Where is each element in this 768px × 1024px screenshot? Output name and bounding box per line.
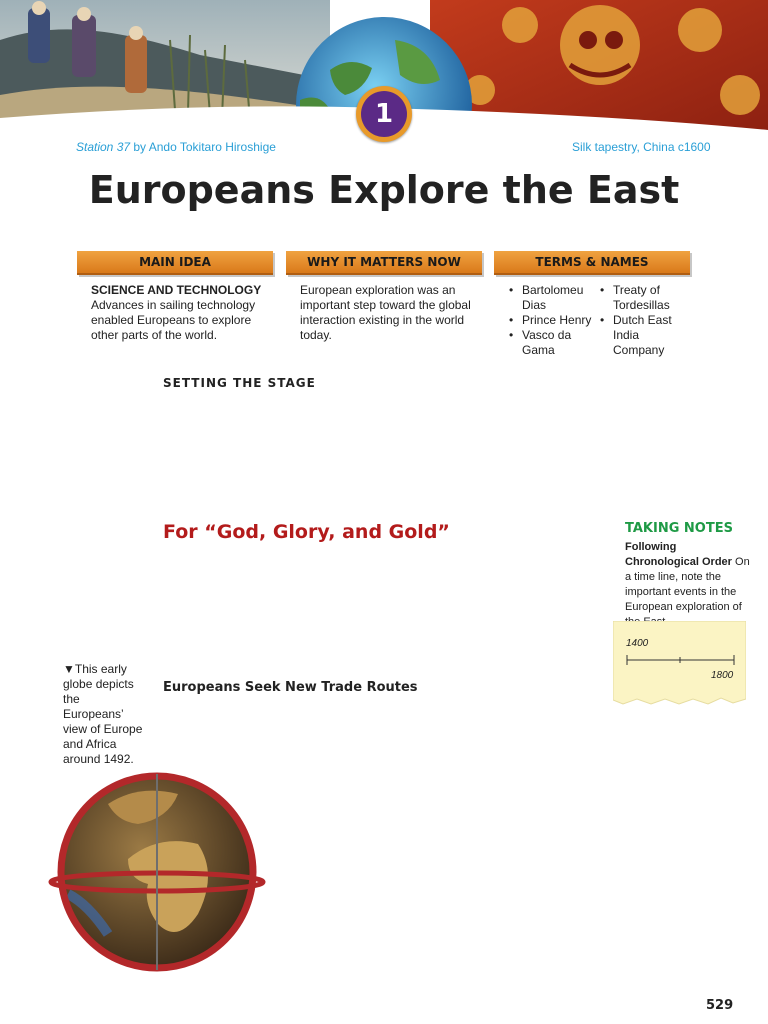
timeline-end-label: 1800 bbox=[711, 670, 734, 681]
taking-notes-skill: Following Chronological Order bbox=[625, 541, 732, 568]
timeline-start-label: 1400 bbox=[626, 638, 649, 649]
main-idea-kicker: SCIENCE AND TECHNOLOGY bbox=[91, 283, 262, 297]
main-idea-header: MAIN IDEA bbox=[77, 251, 273, 275]
taking-notes-title: TAKING NOTES bbox=[625, 521, 733, 536]
why-it-matters-text: European exploration was an important step toward the global interaction existing in the world today. bbox=[300, 283, 471, 342]
subheading: Europeans Seek New Trade Routes bbox=[163, 680, 418, 695]
globe-caption: ▼This early globe depicts the Europeans’ view of Europe and Africa around 1492. bbox=[63, 662, 143, 766]
terms-list-a bbox=[509, 283, 599, 358]
caption-left-title: Station 37 bbox=[76, 140, 131, 154]
why-it-matters-header: WHY IT MATTERS NOW bbox=[286, 251, 482, 275]
term-item: • Vasco da Gama bbox=[509, 328, 599, 358]
caption-right: Silk tapestry, China c1600 bbox=[572, 140, 711, 154]
terms-names-header: TERMS & NAMES bbox=[494, 251, 690, 275]
terms-list-b bbox=[600, 283, 690, 358]
term-item: • Bartolomeu Dias bbox=[509, 283, 599, 313]
term-item: • Dutch East India Company bbox=[600, 313, 690, 358]
timeline-graphic bbox=[613, 621, 746, 705]
main-idea-column bbox=[91, 283, 266, 343]
early-globe-illustration bbox=[48, 764, 266, 974]
page-number: 529 bbox=[706, 998, 734, 1013]
behaim-globe-image bbox=[48, 764, 266, 974]
chapter-number-badge bbox=[356, 86, 412, 142]
timeline-note-card bbox=[613, 621, 746, 705]
term-item: • Treaty of Tordesillas bbox=[600, 283, 690, 313]
page-title: Europeans Explore the East bbox=[88, 168, 680, 212]
caption-left bbox=[76, 140, 276, 154]
chapter-number: 1 bbox=[361, 91, 407, 137]
taking-notes-body bbox=[625, 540, 750, 630]
setting-the-stage-heading: SETTING THE STAGE bbox=[163, 376, 316, 390]
main-idea-text: Advances in sailing technology enabled Europeans to explore other parts of the world. bbox=[91, 298, 256, 342]
taking-notes-instructions: On a time line, note the important events in the European exploration of bbox=[625, 556, 750, 613]
caption-left-credit: by Ando Tokitaro Hiroshige bbox=[130, 140, 276, 154]
section-heading: For “God, Glory, and Gold” bbox=[163, 521, 450, 543]
term-item: • Prince Henry bbox=[509, 313, 599, 328]
